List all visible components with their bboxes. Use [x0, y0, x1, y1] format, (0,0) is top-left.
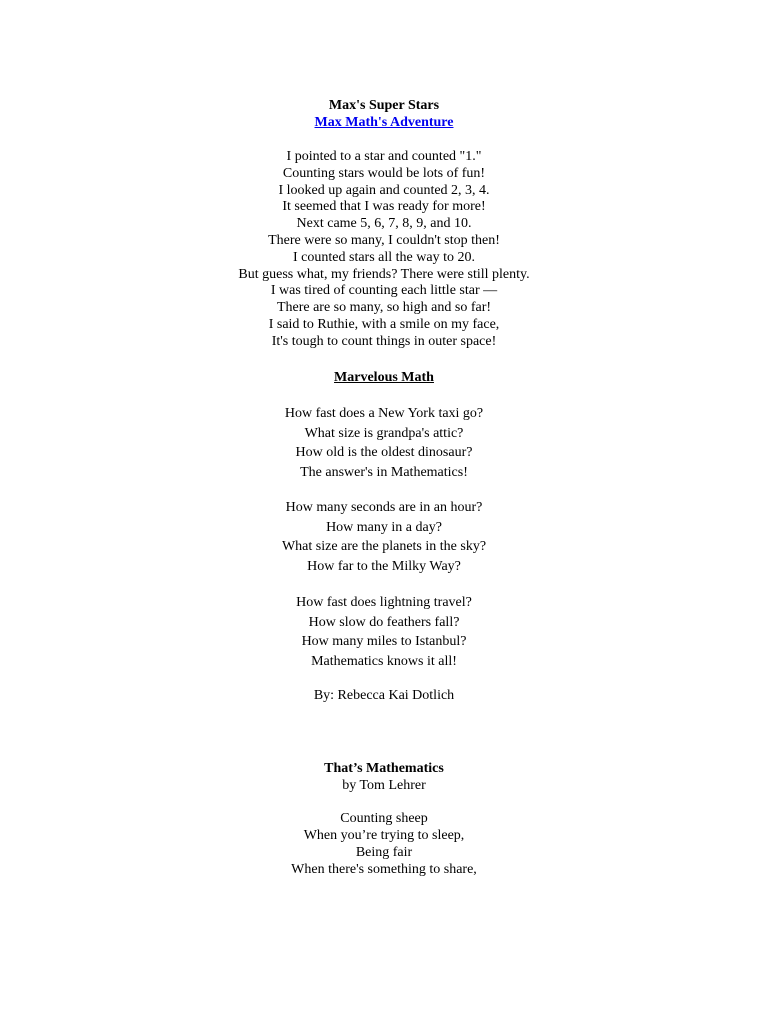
byline: by Tom Lehrer: [342, 777, 426, 793]
poem-line: But guess what, my friends? There were still plenty.: [238, 266, 530, 282]
poem-title: Marvelous Math: [334, 370, 434, 385]
poem-body: [0, 810, 768, 878]
stanza: [0, 593, 768, 671]
poem-line: How fast does lightning travel?: [296, 595, 472, 610]
poem-header: [0, 97, 768, 131]
poem-line: There were so many, I couldn't stop then!: [268, 232, 500, 248]
adventure-link[interactable]: Max Math's Adventure: [314, 115, 454, 130]
poem-line: How many miles to Istanbul?: [301, 634, 467, 649]
poem-line: How many in a day?: [326, 519, 442, 535]
poem-line: What size is grandpa's attic?: [304, 425, 464, 441]
poem-line: Being fair: [355, 845, 413, 860]
poem-header: [0, 761, 768, 794]
poem-line: How fast does a New York taxi go?: [284, 406, 484, 421]
byline: By: Rebecca Kai Dotlich: [313, 688, 455, 703]
poem-body: [0, 149, 768, 351]
poem-title: Max's Super Stars: [328, 98, 440, 113]
stanza: [0, 404, 768, 482]
poem-line: Mathematics knows it all!: [311, 653, 457, 669]
poem-line: I was tired of counting each little star —: [270, 283, 498, 299]
poem-line: I said to Ruthie, with a smile on my face,: [268, 316, 500, 332]
poem-line: How slow do feathers fall?: [308, 614, 460, 630]
poem-line: How far to the Milky Way?: [307, 558, 461, 574]
poem-line: How old is the oldest dinosaur?: [295, 445, 473, 460]
poem-line: It's tough to count things in outer space!: [271, 333, 497, 349]
poem-line: Next came 5, 6, 7, 8, 9, and 10.: [296, 216, 472, 232]
author-byline: [0, 687, 768, 704]
poem-line: I counted stars all the way to 20.: [293, 249, 475, 265]
poem-line: I pointed to a star and counted "1.": [286, 149, 482, 164]
poem-line: Counting stars would be lots of fun!: [282, 165, 486, 181]
poem-line: The answer's in Mathematics!: [300, 464, 468, 480]
poem-line: How many seconds are in an hour?: [285, 500, 483, 515]
poem-line: When there's something to share,: [291, 862, 477, 877]
poem-line: It seemed that I was ready for more!: [282, 199, 486, 215]
poem-line: When you’re trying to sleep,: [303, 828, 465, 843]
section-heading: [0, 369, 768, 386]
poem-line: I looked up again and counted 2, 3, 4.: [278, 182, 490, 198]
poem-title: That’s Mathematics: [324, 761, 444, 776]
stanza: [0, 498, 768, 576]
poem-line: What size are the planets in the sky?: [281, 539, 487, 554]
poem-line: There are so many, so high and so far!: [276, 300, 492, 316]
poem-line: Counting sheep: [340, 811, 428, 826]
